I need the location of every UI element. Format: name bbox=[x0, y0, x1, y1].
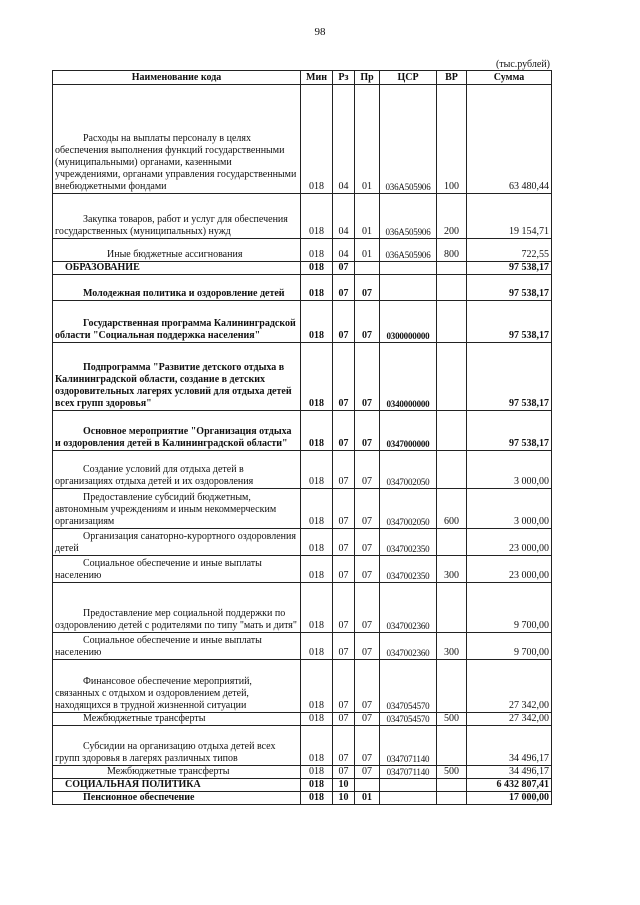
row-csr: 0300000000 bbox=[380, 301, 437, 343]
header-vr: ВР bbox=[437, 71, 467, 85]
row-vr bbox=[437, 343, 467, 411]
row-pr: 07 bbox=[355, 301, 380, 343]
row-sum: 34 496,17 bbox=[467, 766, 552, 779]
row-rz: 04 bbox=[333, 239, 355, 262]
row-csr bbox=[380, 779, 437, 792]
row-name: Молодежная политика и оздоровление детей bbox=[53, 275, 301, 301]
row-sum: 34 496,17 bbox=[467, 726, 552, 766]
row-csr: 036А505906 bbox=[380, 85, 437, 194]
row-min: 018 bbox=[301, 239, 333, 262]
header-row bbox=[53, 71, 552, 85]
row-vr: 300 bbox=[437, 556, 467, 583]
header-pr: Пр bbox=[355, 71, 380, 85]
row-vr: 500 bbox=[437, 713, 467, 726]
row-sum: 3 000,00 bbox=[467, 451, 552, 489]
table-row bbox=[53, 792, 552, 805]
header-sum: Сумма bbox=[467, 71, 552, 85]
row-sum: 17 000,00 bbox=[467, 792, 552, 805]
row-sum: 9 700,00 bbox=[467, 583, 552, 633]
row-rz: 07 bbox=[333, 633, 355, 660]
row-csr: 0340000000 bbox=[380, 343, 437, 411]
header-min: Мин bbox=[301, 71, 333, 85]
row-csr: 0347054570 bbox=[380, 713, 437, 726]
row-pr: 07 bbox=[355, 275, 380, 301]
row-vr: 300 bbox=[437, 633, 467, 660]
row-csr: 0347002360 bbox=[380, 583, 437, 633]
row-rz: 07 bbox=[333, 556, 355, 583]
row-sum: 23 000,00 bbox=[467, 556, 552, 583]
row-csr: 0347000000 bbox=[380, 411, 437, 451]
row-min: 018 bbox=[301, 411, 333, 451]
table-row bbox=[53, 239, 552, 262]
row-sum: 3 000,00 bbox=[467, 489, 552, 529]
row-vr bbox=[437, 301, 467, 343]
table-row bbox=[53, 262, 552, 275]
row-sum: 27 342,00 bbox=[467, 660, 552, 713]
row-vr: 100 bbox=[437, 85, 467, 194]
table-row bbox=[53, 301, 552, 343]
row-name: Основное мероприятие "Организация отдыха и оздоровления детей в Калининградской области" bbox=[53, 411, 301, 451]
row-vr bbox=[437, 726, 467, 766]
row-rz: 07 bbox=[333, 301, 355, 343]
row-rz: 07 bbox=[333, 529, 355, 556]
row-sum: 27 342,00 bbox=[467, 713, 552, 726]
row-min: 018 bbox=[301, 779, 333, 792]
row-vr: 200 bbox=[437, 194, 467, 239]
row-csr: 0347071140 bbox=[380, 726, 437, 766]
row-sum: 9 700,00 bbox=[467, 633, 552, 660]
row-min: 018 bbox=[301, 583, 333, 633]
row-name: Организация санаторно-курортного оздоровления детей bbox=[53, 529, 301, 556]
row-csr: 0347002350 bbox=[380, 556, 437, 583]
row-vr bbox=[437, 411, 467, 451]
table-row bbox=[53, 194, 552, 239]
row-name: Создание условий для отдыха детей в организациях отдыха детей и их оздоровления bbox=[53, 451, 301, 489]
row-min: 018 bbox=[301, 194, 333, 239]
table-row bbox=[53, 489, 552, 529]
row-min: 018 bbox=[301, 489, 333, 529]
row-pr bbox=[355, 262, 380, 275]
row-min: 018 bbox=[301, 262, 333, 275]
row-min: 018 bbox=[301, 713, 333, 726]
row-pr: 01 bbox=[355, 85, 380, 194]
row-rz: 07 bbox=[333, 275, 355, 301]
row-vr bbox=[437, 275, 467, 301]
row-pr: 07 bbox=[355, 726, 380, 766]
row-rz: 07 bbox=[333, 766, 355, 779]
row-name: Государственная программа Калининградской области "Социальная поддержка населения" bbox=[53, 301, 301, 343]
row-rz: 10 bbox=[333, 779, 355, 792]
row-min: 018 bbox=[301, 792, 333, 805]
row-sum: 6 432 807,41 bbox=[467, 779, 552, 792]
row-min: 018 bbox=[301, 301, 333, 343]
row-sum: 97 538,17 bbox=[467, 262, 552, 275]
row-name: Расходы на выплаты персоналу в целях обеспечения выполнения функций государственными (муниципальными) органами, казенными учреждениями, органами управления государственными внебюджетными фондами bbox=[53, 85, 301, 194]
table-row bbox=[53, 411, 552, 451]
row-pr: 07 bbox=[355, 633, 380, 660]
table-row bbox=[53, 556, 552, 583]
table-row bbox=[53, 529, 552, 556]
row-sum: 97 538,17 bbox=[467, 343, 552, 411]
header-rz: Рз bbox=[333, 71, 355, 85]
row-name: Закупка товаров, работ и услуг для обеспечения государственных (муниципальных) нужд bbox=[53, 194, 301, 239]
row-pr: 07 bbox=[355, 766, 380, 779]
row-name: Пенсионное обеспечение bbox=[53, 792, 301, 805]
row-csr: 0347054570 bbox=[380, 660, 437, 713]
row-vr bbox=[437, 583, 467, 633]
row-vr bbox=[437, 262, 467, 275]
row-sum: 63 480,44 bbox=[467, 85, 552, 194]
row-name: Субсидии на организацию отдыха детей всех групп здоровья в лагерях различных типов bbox=[53, 726, 301, 766]
table-row bbox=[53, 633, 552, 660]
row-min: 018 bbox=[301, 529, 333, 556]
row-rz: 07 bbox=[333, 583, 355, 633]
row-vr bbox=[437, 660, 467, 713]
row-name: СОЦИАЛЬНАЯ ПОЛИТИКА bbox=[53, 779, 301, 792]
row-csr: 0347071140 bbox=[380, 766, 437, 779]
row-csr: 036А505906 bbox=[380, 194, 437, 239]
row-pr: 07 bbox=[355, 451, 380, 489]
row-pr: 07 bbox=[355, 556, 380, 583]
row-pr: 07 bbox=[355, 343, 380, 411]
table-row bbox=[53, 660, 552, 713]
row-sum: 97 538,17 bbox=[467, 301, 552, 343]
row-pr: 07 bbox=[355, 529, 380, 556]
row-name: Подпрограмма "Развитие детского отдыха в Калининградской области, создание в детских оздоровительных лагерях условий для отдыха детей всех групп здоровья" bbox=[53, 343, 301, 411]
row-rz: 07 bbox=[333, 660, 355, 713]
header-csr: ЦСР bbox=[380, 71, 437, 85]
table-row bbox=[53, 275, 552, 301]
row-min: 018 bbox=[301, 451, 333, 489]
row-sum: 722,55 bbox=[467, 239, 552, 262]
row-csr bbox=[380, 275, 437, 301]
row-min: 018 bbox=[301, 556, 333, 583]
row-name: Межбюджетные трансферты bbox=[53, 713, 301, 726]
row-vr bbox=[437, 792, 467, 805]
row-csr bbox=[380, 262, 437, 275]
row-pr bbox=[355, 779, 380, 792]
row-name: Иные бюджетные ассигнования bbox=[53, 239, 301, 262]
row-csr: 0347002050 bbox=[380, 451, 437, 489]
row-pr: 01 bbox=[355, 194, 380, 239]
row-min: 018 bbox=[301, 85, 333, 194]
row-name: ОБРАЗОВАНИЕ bbox=[53, 262, 301, 275]
row-name: Финансовое обеспечение мероприятий, связанных с отдыхом и оздоровлением детей, находящихся в трудной жизненной ситуации bbox=[53, 660, 301, 713]
row-pr: 07 bbox=[355, 660, 380, 713]
row-name: Предоставление мер социальной поддержки по оздоровлению детей с родителями по типу "мать и дитя" bbox=[53, 583, 301, 633]
row-rz: 07 bbox=[333, 343, 355, 411]
row-name: Социальное обеспечение и иные выплаты населению bbox=[53, 633, 301, 660]
row-sum: 23 000,00 bbox=[467, 529, 552, 556]
row-pr: 07 bbox=[355, 583, 380, 633]
row-csr: 036А505906 bbox=[380, 239, 437, 262]
row-rz: 07 bbox=[333, 726, 355, 766]
row-csr bbox=[380, 792, 437, 805]
header-name: Наименование кода bbox=[53, 71, 301, 85]
table-row bbox=[53, 766, 552, 779]
row-name: Предоставление субсидий бюджетным, автономным учреждениям и иным некоммерческим организациям bbox=[53, 489, 301, 529]
row-vr bbox=[437, 779, 467, 792]
row-vr: 800 bbox=[437, 239, 467, 262]
row-min: 018 bbox=[301, 766, 333, 779]
row-rz: 04 bbox=[333, 194, 355, 239]
row-csr: 0347002050 bbox=[380, 489, 437, 529]
row-csr: 0347002360 bbox=[380, 633, 437, 660]
row-rz: 07 bbox=[333, 713, 355, 726]
row-pr: 07 bbox=[355, 411, 380, 451]
row-pr: 07 bbox=[355, 489, 380, 529]
table-row bbox=[53, 726, 552, 766]
row-rz: 07 bbox=[333, 489, 355, 529]
page-number: 98 bbox=[314, 26, 326, 38]
row-rz: 10 bbox=[333, 792, 355, 805]
table-row bbox=[53, 343, 552, 411]
row-rz: 07 bbox=[333, 411, 355, 451]
table-row bbox=[53, 451, 552, 489]
unit-note: (тыс.рублей) bbox=[495, 59, 550, 70]
row-rz: 07 bbox=[333, 262, 355, 275]
row-vr bbox=[437, 529, 467, 556]
table-row bbox=[53, 583, 552, 633]
row-sum: 97 538,17 bbox=[467, 275, 552, 301]
table-row bbox=[53, 779, 552, 792]
row-min: 018 bbox=[301, 343, 333, 411]
row-vr: 500 bbox=[437, 766, 467, 779]
row-min: 018 bbox=[301, 275, 333, 301]
row-csr: 0347002350 bbox=[380, 529, 437, 556]
table-row bbox=[53, 85, 552, 194]
budget-table bbox=[52, 70, 552, 805]
row-rz: 07 bbox=[333, 451, 355, 489]
row-min: 018 bbox=[301, 633, 333, 660]
row-sum: 97 538,17 bbox=[467, 411, 552, 451]
row-vr bbox=[437, 451, 467, 489]
row-name: Социальное обеспечение и иные выплаты населению bbox=[53, 556, 301, 583]
row-pr: 01 bbox=[355, 792, 380, 805]
row-sum: 19 154,71 bbox=[467, 194, 552, 239]
row-rz: 04 bbox=[333, 85, 355, 194]
row-vr: 600 bbox=[437, 489, 467, 529]
row-pr: 01 bbox=[355, 239, 380, 262]
row-min: 018 bbox=[301, 726, 333, 766]
table-row bbox=[53, 713, 552, 726]
row-pr: 07 bbox=[355, 713, 380, 726]
row-min: 018 bbox=[301, 660, 333, 713]
row-name: Межбюджетные трансферты bbox=[53, 766, 301, 779]
